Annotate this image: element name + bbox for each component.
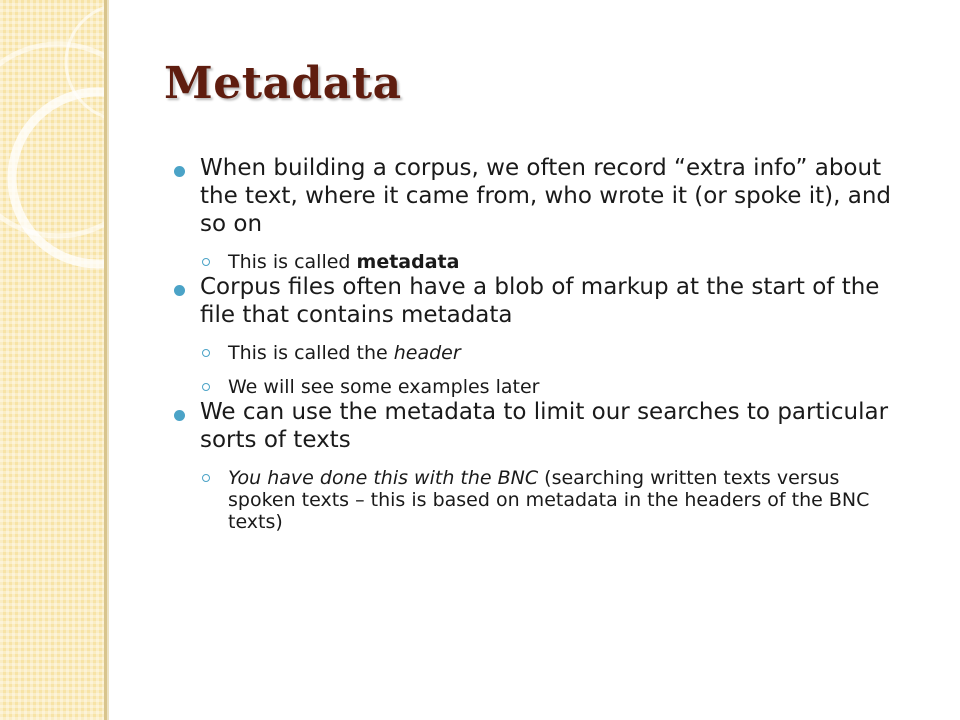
slide-content bbox=[172, 154, 912, 533]
sub-bullet-text bbox=[228, 251, 912, 273]
sub-bullet-item bbox=[172, 251, 912, 273]
bullet-item bbox=[172, 398, 912, 533]
sub-bullet-text: We will see some examples later bbox=[228, 376, 540, 398]
slide-title: Metadata bbox=[164, 58, 402, 109]
bullet-item bbox=[172, 273, 912, 398]
band-divider-highlight bbox=[107, 0, 109, 720]
sub-bullet-ring-icon bbox=[202, 383, 210, 391]
sub-bullet-text bbox=[228, 342, 912, 364]
sub-bullet-ring-icon bbox=[202, 474, 210, 482]
bullet-dot-icon bbox=[174, 410, 185, 421]
bullet-dot-icon bbox=[174, 285, 185, 296]
decorative-side-band bbox=[0, 0, 104, 720]
sub-bullet-text-suffix: (searching written texts versus spoken texts – this is based on metadata in the headers of the BNC texts) bbox=[228, 467, 870, 533]
sub-bullet-emphasis: header bbox=[393, 342, 461, 364]
sub-bullet-text-prefix: This is called the bbox=[228, 342, 394, 364]
sub-bullet-text-prefix: This is called bbox=[228, 251, 357, 273]
sub-bullet-ring-icon bbox=[202, 349, 210, 357]
bullet-item bbox=[172, 154, 912, 273]
sub-bullet-ring-icon bbox=[202, 258, 210, 266]
bullet-text: Corpus files often have a blob of markup at the start of the file that contains metadata bbox=[200, 274, 880, 328]
bullet-text: We can use the metadata to limit our searches to particular sorts of texts bbox=[200, 399, 889, 453]
sub-bullet-emphasis: You have done this with the BNC bbox=[228, 467, 539, 489]
sub-bullet-text bbox=[228, 467, 912, 533]
sub-bullet-item bbox=[172, 376, 912, 398]
sub-bullet-emphasis: metadata bbox=[356, 251, 460, 273]
bullet-text: When building a corpus, we often record “extra info” about the text, where it came from, who wrote it (or spoke it), and so on bbox=[200, 155, 891, 237]
sub-bullet-item bbox=[172, 467, 912, 533]
bullet-dot-icon bbox=[174, 166, 185, 177]
sub-bullet-item bbox=[172, 342, 912, 364]
decorative-rings bbox=[0, 0, 104, 280]
